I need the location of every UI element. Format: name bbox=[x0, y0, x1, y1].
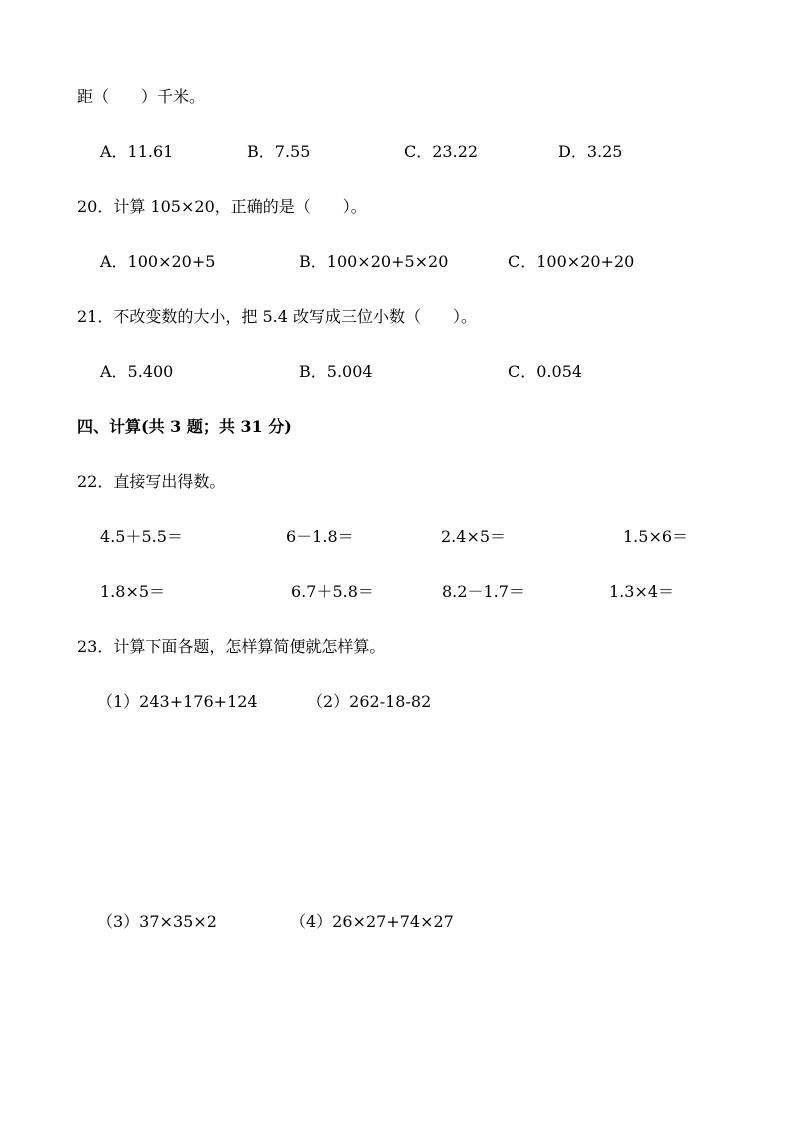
q23-item-4: （4）26×27+74×27 bbox=[290, 912, 454, 931]
q20-question: 20．计算 105×20，正确的是（ ）。 bbox=[77, 197, 367, 216]
q22-row1-item1: 4.5＋5.5＝ bbox=[100, 527, 183, 546]
q22-row2-item3: 8.2－1.7＝ bbox=[442, 582, 525, 601]
q21-option-c: C．0.054 bbox=[508, 362, 583, 381]
q23-item-2: （2）262-18-82 bbox=[307, 692, 432, 711]
q22-row2-item2: 6.7＋5.8＝ bbox=[291, 582, 374, 601]
q22-row1-item2: 6－1.8＝ bbox=[286, 527, 354, 546]
q21-option-b: B．5.004 bbox=[299, 362, 373, 381]
q21-option-a: A．5.400 bbox=[100, 362, 174, 381]
q19-option-d: D．3.25 bbox=[558, 142, 623, 161]
q21-question: 21．不改变数的大小，把 5.4 改写成三位小数（ ）。 bbox=[77, 307, 477, 326]
q22-question: 22．直接写出得数。 bbox=[77, 472, 226, 491]
q19-option-c: C．23.22 bbox=[404, 142, 479, 161]
q20-option-c: C．100×20+20 bbox=[508, 252, 635, 271]
q23-question: 23．计算下面各题，怎样算简便就怎样算。 bbox=[77, 637, 386, 656]
q22-row2-item1: 1.8×5＝ bbox=[100, 582, 166, 601]
q19-option-a: A．11.61 bbox=[100, 142, 174, 161]
q20-option-a: A．100×20+5 bbox=[100, 252, 216, 271]
q22-row1-item4: 1.5×6＝ bbox=[623, 527, 689, 546]
q19-tail-text: 距（ ）千米。 bbox=[77, 87, 206, 106]
q22-row1-item3: 2.4×5＝ bbox=[441, 527, 507, 546]
section-4-title: 四、计算(共 3 题；共 31 分) bbox=[77, 417, 292, 436]
q20-option-b: B．100×20+5×20 bbox=[299, 252, 449, 271]
q22-row2-item4: 1.3×4＝ bbox=[609, 582, 675, 601]
q19-option-b: B．7.55 bbox=[247, 142, 311, 161]
q23-item-1: （1）243+176+124 bbox=[97, 692, 258, 711]
q23-item-3: （3）37×35×2 bbox=[97, 912, 217, 931]
